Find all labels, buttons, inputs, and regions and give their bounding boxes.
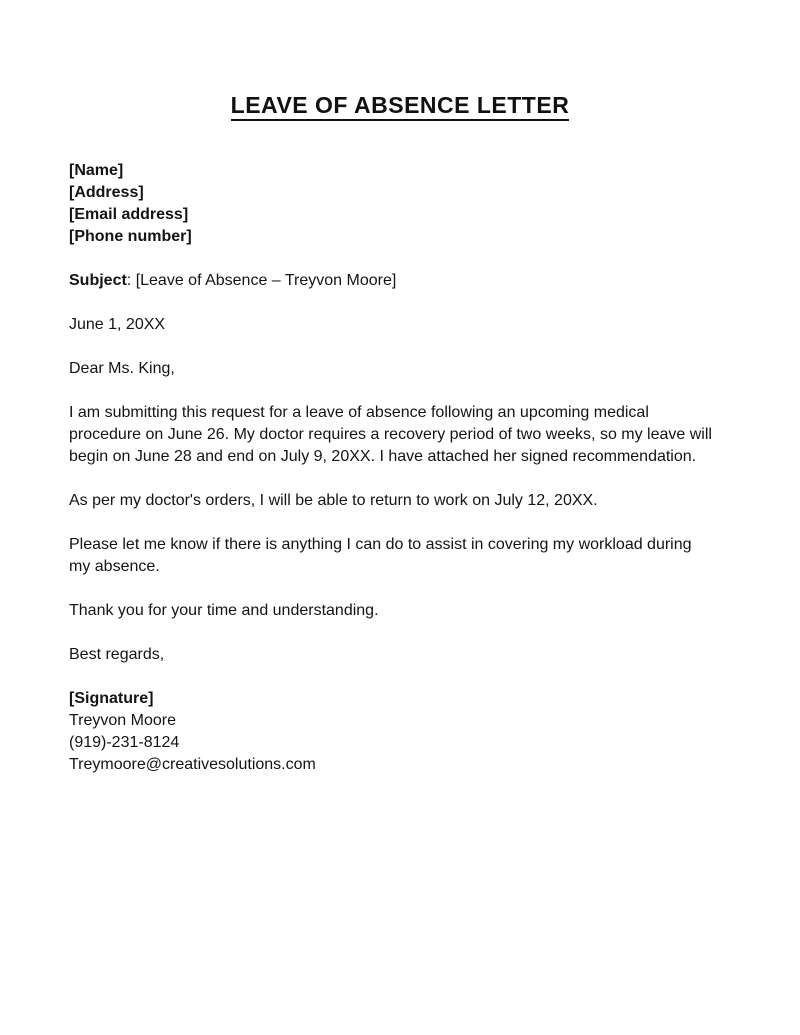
signature-placeholder: [Signature]: [69, 690, 154, 707]
signature-block: [69, 688, 731, 776]
date-line: June 1, 20XX: [69, 316, 166, 333]
salutation: Dear Ms. King,: [69, 360, 175, 377]
paragraph-leave-request: I am submitting this request for a leave of absence following an upcoming medical procedure on June 26. My doctor requires a recovery period of two weeks, so my leave will begin on June 28 and end on July 9, 20XX. I have attached her signed recommendation.: [69, 404, 712, 465]
letter-title: [69, 90, 731, 120]
signature-name: Treyvon Moore: [69, 712, 176, 729]
letter-title-text: LEAVE OF ABSENCE LETTER: [231, 92, 570, 121]
sender-block: [69, 160, 731, 248]
sender-phone-placeholder: [Phone number]: [69, 228, 192, 245]
signature-phone: (919)-231-8124: [69, 734, 180, 751]
closing: Best regards,: [69, 646, 165, 663]
paragraph-workload-offer: Please let me know if there is anything I can do to assist in covering my workload during my absence.: [69, 536, 692, 575]
paragraph-return-date: As per my doctor's orders, I will be able to return to work on July 12, 20XX.: [69, 492, 598, 509]
paragraph-thanks: Thank you for your time and understanding.: [69, 602, 379, 619]
subject-line: [69, 270, 731, 292]
sender-address-placeholder: [Address]: [69, 184, 144, 201]
subject-label: Subject: [69, 272, 127, 289]
sender-name-placeholder: [Name]: [69, 162, 124, 179]
sender-email-placeholder: [Email address]: [69, 206, 189, 223]
signature-email: Treymoore@creativesolutions.com: [69, 756, 316, 773]
subject-value: : [Leave of Absence – Treyvon Moore]: [126, 272, 397, 289]
